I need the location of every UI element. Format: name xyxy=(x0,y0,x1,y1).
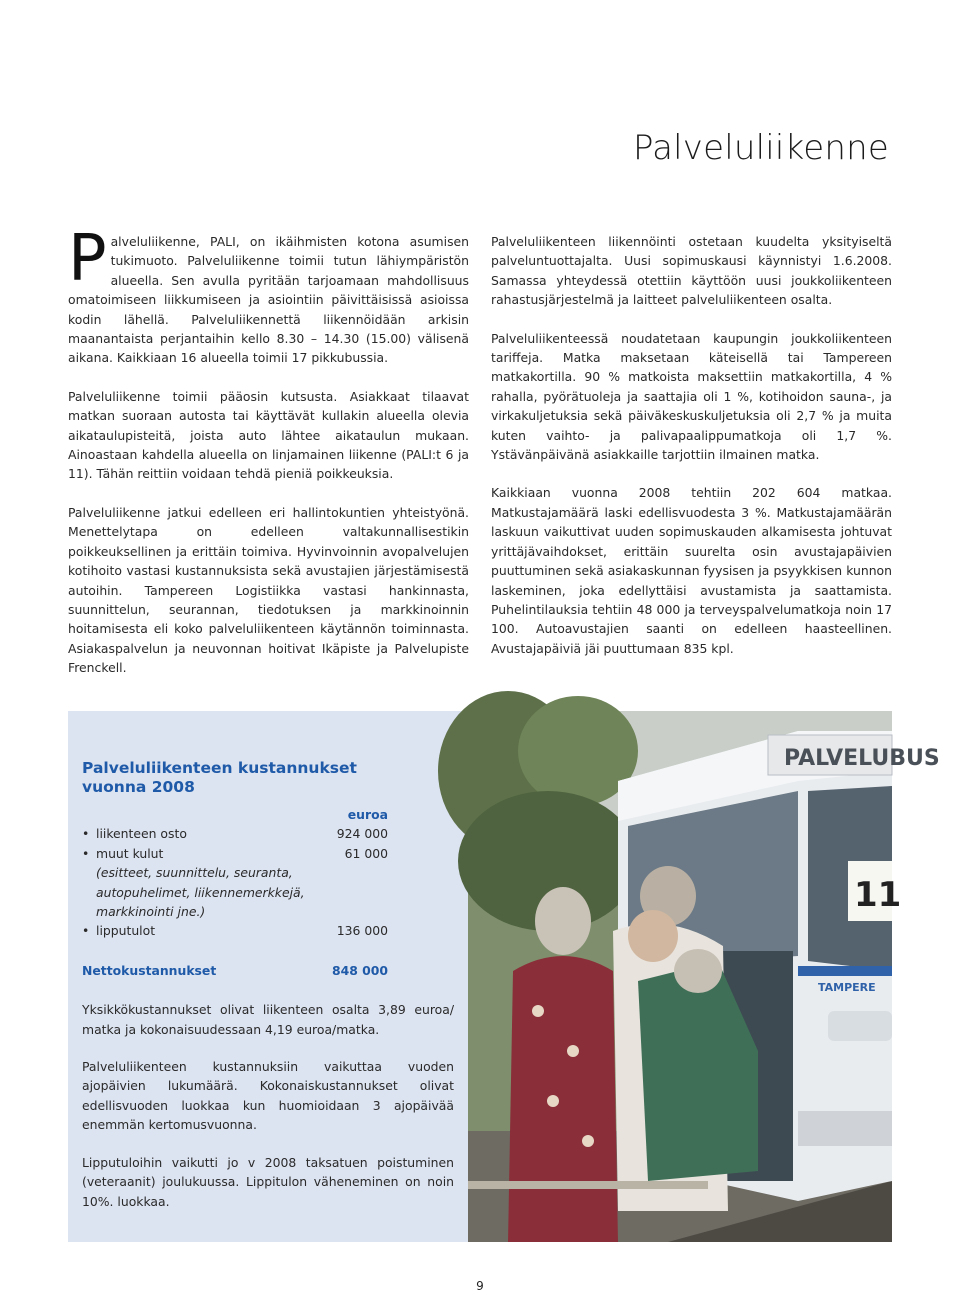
cost-heading xyxy=(82,759,454,797)
left-text-column xyxy=(68,222,469,697)
cost-item-value: 61 000 xyxy=(344,845,388,861)
bus-photo-illustration xyxy=(468,711,940,1242)
cost-row-other-note xyxy=(82,863,388,921)
bullet-icon: • xyxy=(82,923,90,939)
cost-item-value: 924 000 xyxy=(336,826,388,842)
net-cost-label: Nettokustannukset xyxy=(82,962,217,978)
cost-table xyxy=(82,805,388,980)
bus-sign-text: PALVELUBUS xyxy=(784,746,940,771)
cost-item-note: (esitteet, suunnittelu, seuranta, autopuhelimet, liikennemerkkejä, markkinointi jne.) xyxy=(96,865,305,920)
right-paragraph-3: Kaikkiaan vuonna 2008 tehtiin 202 604 matkaa. Matkustajamäärä laski edellisvuodesta 3 %. Matkustajamäärän laskuun vaikuttivat uuden sopimuskauden alkamisesta johtuvat yrittäjävaihdokset, erittäin suurelta osin avustajapäivien puuttuminen sekä asiakaskunnan fyysisen ja psyykkisen kunnon laskeminen, joka edellyttäisi avustamista ja saattamista. Puhelintilauksia tehtiin 48 000 ja terveyspalvelumatkoja noin 17 100. Autoavustajien saanti on edelleen haasteellinen. Avustajapäiviä jäi puuttumaan 835 kpl. xyxy=(491,485,892,656)
cost-paragraph-3: Lipputuloihin vaikutti jo v 2008 taksatuen poistuminen (veteraanit) joulukuussa. Lippitulon väheneminen on noin 10%. luokkaa. xyxy=(82,1154,454,1209)
left-paragraph-2: Palveluliikenne toimii pääosin kutsusta. Asiakkaat tilaavat matkan suoraan autosta tai käyttävät kullakin alueella olevia aikataulupisteitä, joista auto lähtee aikataulun mukaan. Ainoastaan kahdella alueella on linjamainen liikenne (PALI:t 6 ja 11). Tähän reittiin voidaan tehdä pieniä poikkeuksia. xyxy=(68,388,469,482)
cost-paragraph-1: Yksikkökustannukset olivat liikenteen osalta 3,89 euroa/ matka ja kokonaisuudessaan 4,19 euroa/matka. xyxy=(82,1002,454,1037)
cost-row-tickets xyxy=(82,921,388,940)
cost-item-label: liikenteen osto xyxy=(96,826,187,842)
cost-item-label: muut kulut xyxy=(96,845,164,861)
left-paragraph-1-text: alveluliikenne, PALI, on ikäihmisten kotona asumisen tukimuoto. Palveluliikenne toimii tutun lähiympäristön alueella. Sen avulla pyritään tarjoamaan mahdollisuus omatoimiseen liikkumiseen ja asiointiin päivittäisissä asioissa kodin lähellä. Palveluliikennettä liikennöidään arkisin maanantaista perjantaihin kello 8.30 – 14.30 (15.00) välisenä aikana. Kaikkiaan 16 alueella toimii 17 pikkubussia. xyxy=(68,234,469,366)
route-number: 11 xyxy=(854,875,902,915)
bullet-icon: • xyxy=(82,845,90,861)
cost-heading-line2: vuonna 2008 xyxy=(82,778,195,796)
cost-unit-row xyxy=(82,805,388,824)
right-paragraph-2: Palveluliikenteessä noudatetaan kaupungin joukkoliikenteen tariffeja. Matka maksetaan käteisellä tai Tampereen matkakortilla. 90 % matkoista maksettiin matkakortilla, 4 % rahalla, pyörätuoleja ja saattajia oli 1 %, kotihoidon sauna-, ja virkakuljetuksia sekä päiväkeskuskuljetuksia oli 2,7 % ja muita kuten vaihto- ja palivapaalippumatkoja oli 1,7 %. Ystävänpäivänä asiakkaille tarjottiin ilmainen matka. xyxy=(491,330,892,463)
net-cost-value: 848 000 xyxy=(331,962,388,978)
bus-photo xyxy=(468,711,940,1242)
right-text-column xyxy=(491,232,892,677)
left-paragraph-1 xyxy=(68,222,469,368)
bullet-icon: • xyxy=(82,826,90,842)
cost-item-label: lipputulot xyxy=(96,923,156,939)
cost-row-net xyxy=(82,941,388,980)
page-number: 9 xyxy=(476,1279,484,1293)
drop-cap: P xyxy=(68,222,107,296)
left-paragraph-3: Palveluliikenne jatkui edelleen eri hallintokuntien yhteistyönä. Menettelytapa on edelleen valtakunnallisestikin poikkeuksellinen ja erittäin toimiva. Hyvinvoinnin avopalvelujen kotihoito vastasi kustannuksista sekä avustajien järjestämisestä autoihin. Tampereen Logistiikka vastasi hankinnasta, suunnittelun, seurannan, tiedotuksen ja markkinoinnin hoitamisesta eli koko palveluliikenteen käytännön toiminnasta. Asiakaspalvelun ja neuvonnan hoitivat Ikäpiste ja Palvelupiste Frenckell. xyxy=(68,504,469,676)
bus-brand-text: TAMPERE xyxy=(818,981,876,994)
right-paragraph-1: Palveluliikenteen liikennöinti ostetaan kuudelta yksityiseltä palveluntuottajalta. Uusi sopimuskausi käynnistyi 1.6.2008. Samassa yhteydessä otettiin käyttöön uusi joukkoliikenteen rahastusjärjestelmä ja laitteet palveluliikenteen osalta. xyxy=(491,234,892,308)
cost-info-panel xyxy=(68,711,468,1242)
cost-item-value: 136 000 xyxy=(336,923,388,939)
cost-heading-line1: Palveluliikenteen kustannukset xyxy=(82,759,357,777)
cost-paragraph-2: Palveluliikenteen kustannuksiin vaikuttaa vuoden ajopäivien lukumäärä. Kokonaiskustannukset olivat edellisvuoden luokkaa kun huomioidaan 3 ajopäivää enemmän kertomusvuonna. xyxy=(82,1059,454,1133)
cost-unit: euroa xyxy=(347,807,388,822)
page-title: Palveluliikenne xyxy=(632,128,889,168)
cost-row-traffic xyxy=(82,824,388,843)
cost-row-other xyxy=(82,844,388,863)
